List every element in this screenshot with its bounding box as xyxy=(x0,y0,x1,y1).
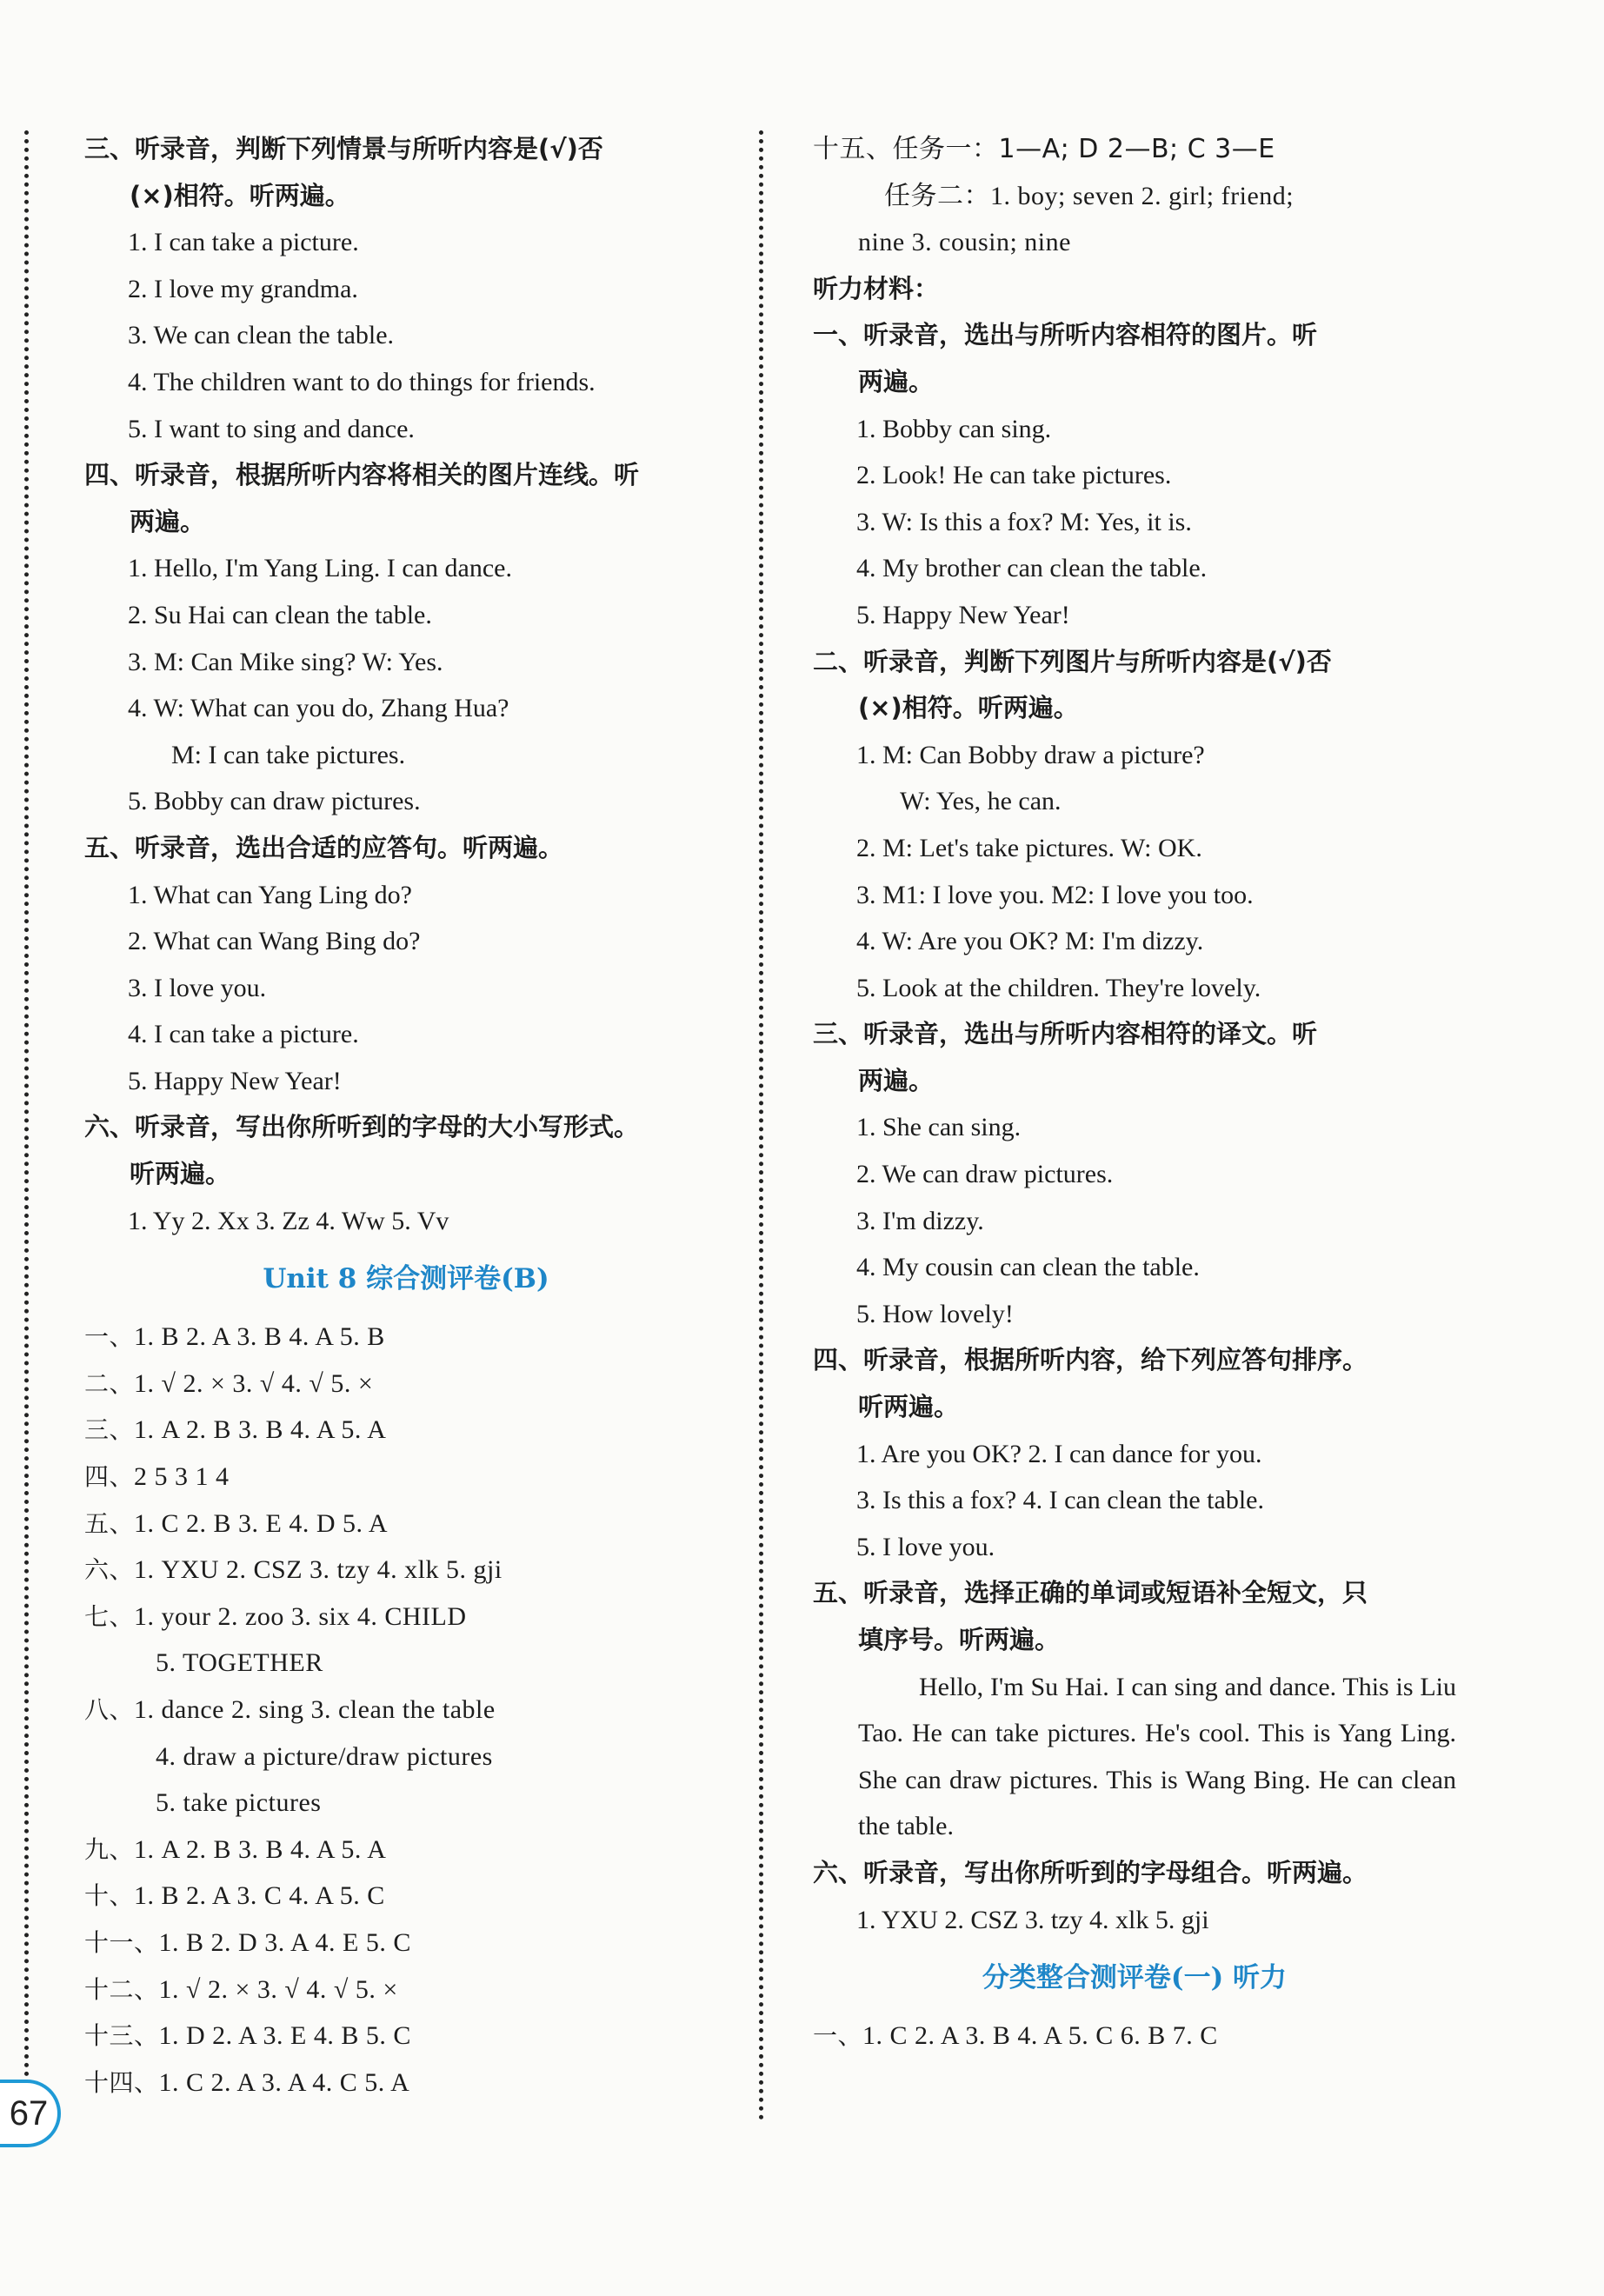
answer-lead: 一、 xyxy=(813,2021,863,2051)
answer-text: 1. A 2. B 3. B 4. A 5. A xyxy=(134,1834,387,1864)
answer-row xyxy=(84,1920,728,1967)
answer-text: 1. √ 2. × 3. √ 4. √ 5. × xyxy=(158,1974,398,2004)
q3-item-5: 5. I want to sing and dance. xyxy=(128,414,415,443)
answer-lead: 七、 xyxy=(84,1601,135,1631)
q5-item-4: 4. I can take a picture. xyxy=(128,1020,359,1049)
q5-title: 五、听录音，选出合适的应答句。听两遍。 xyxy=(84,832,564,862)
a15-text: 十五、任务一：1—A; D 2—B; C 3—E xyxy=(813,134,1275,164)
q4-title-cont: 两遍。 xyxy=(130,506,206,536)
m4-title-cont: 听两遍。 xyxy=(858,1392,960,1422)
answer-lead: 十四、 xyxy=(84,2067,159,2097)
answer-text: 5. TOGETHER xyxy=(156,1648,323,1678)
answer-row-cont xyxy=(84,1640,728,1687)
m5-title-cont: 填序号。听两遍。 xyxy=(858,1625,1061,1654)
m3-item-5: 5. How lovely! xyxy=(856,1299,1014,1328)
column-divider-dotted-line xyxy=(759,130,763,2121)
m6-items: 1. YXU 2. CSZ 3. tzy 4. xlk 5. gji xyxy=(856,1905,1209,1934)
answer-row xyxy=(84,1454,728,1501)
answer-text: 1. C 2. A 3. A 4. C 5. A xyxy=(158,2067,410,2097)
q5-item-1: 1. What can Yang Ling do? xyxy=(128,880,412,909)
q4-item-3: 3. M: Can Mike sing? W: Yes. xyxy=(128,647,443,676)
answer-lead: 十一、 xyxy=(84,1927,159,1957)
answer-row xyxy=(84,1361,728,1408)
m1-item-2: 2. Look! He can take pictures. xyxy=(856,461,1172,490)
q3-title: 三、听录音，判断下列情景与所听内容是(√)否 xyxy=(84,134,603,163)
answer-text: 1. √ 2. × 3. √ 4. √ 5. × xyxy=(134,1368,374,1398)
answer-lead: 二、 xyxy=(84,1368,135,1398)
listening-materials-label: 听力材料： xyxy=(813,273,940,303)
page-number: 67 xyxy=(9,2093,49,2133)
q4-item-2: 2. Su Hai can clean the table. xyxy=(128,600,432,629)
answer-text: 1. B 2. A 3. C 4. A 5. C xyxy=(134,1881,385,1911)
q4-item-4-reply: M: I can take pictures. xyxy=(171,740,406,769)
q3-item-2: 2. I love my grandma. xyxy=(128,274,358,303)
q3-item-3: 3. We can clean the table. xyxy=(128,321,395,350)
m3-title: 三、听录音，选出与所听内容相符的译文。听 xyxy=(813,1019,1318,1049)
m2-item-1-reply: W: Yes, he can. xyxy=(900,787,1062,816)
answer-row xyxy=(84,1594,728,1640)
answer-text: 1. YXU 2. CSZ 3. tzy 4. xlk 5. gji xyxy=(134,1555,502,1585)
answer-text: 1. C 2. A 3. B 4. A 5. C 6. B 7. C xyxy=(862,2021,1218,2051)
answer-row-cont xyxy=(84,1734,728,1780)
a15-text: nine 3. cousin; nine xyxy=(858,228,1071,257)
q6-items: 1. Yy 2. Xx 3. Zz 4. Ww 5. Vv xyxy=(128,1206,449,1235)
answer-lead: 五、 xyxy=(84,1508,135,1538)
m2-item-2: 2. M: Let's take pictures. W: OK. xyxy=(856,833,1202,862)
m4-items-row-1: 1. Are you OK? 2. I can dance for you. xyxy=(856,1439,1262,1468)
m3-title-cont: 两遍。 xyxy=(858,1065,935,1095)
answer-lead: 九、 xyxy=(84,1834,135,1864)
answer-row xyxy=(84,1873,728,1920)
answer-lead: 十、 xyxy=(84,1881,135,1911)
answer-text: 2 5 3 1 4 xyxy=(134,1462,230,1492)
answer-row xyxy=(84,2060,728,2106)
m5-title: 五、听录音，选择正确的单词或短语补全短文，只 xyxy=(813,1578,1368,1608)
answer-row xyxy=(813,2013,1456,2060)
m5-passage-text: Hello, I'm Su Hai. I can sing and dance. This is Liu Tao. He can take pictures. He's cool. This is Yang Ling. She can draw pictures. This is Wang Bing. He can clean the table. xyxy=(858,1672,1456,1841)
answer-row-cont xyxy=(84,1780,728,1827)
m2-item-1: 1. M: Can Bobby draw a picture? xyxy=(856,740,1205,769)
m2-item-4: 4. W: Are you OK? M: I'm dizzy. xyxy=(856,927,1204,956)
a15-line-2 xyxy=(813,173,1456,220)
answer-text: 1. D 2. A 3. E 4. B 5. C xyxy=(158,2021,411,2051)
answer-row xyxy=(84,1314,728,1361)
answer-row xyxy=(84,1967,728,2013)
m6-title: 六、听录音，写出你所听到的字母组合。听两遍。 xyxy=(813,1857,1368,1887)
q3-item-1: 1. I can take a picture. xyxy=(128,228,359,257)
m1-title-cont: 两遍。 xyxy=(858,366,935,396)
answer-text: 1. B 2. D 3. A 4. E 5. C xyxy=(158,1927,411,1957)
answer-lead: 十二、 xyxy=(84,1974,159,2004)
q4-item-5: 5. Bobby can draw pictures. xyxy=(128,787,421,816)
m3-item-3: 3. I'm dizzy. xyxy=(856,1206,984,1235)
answer-text: 1. your 2. zoo 3. six 4. CHILD xyxy=(134,1601,467,1631)
m2-item-3: 3. M1: I love you. M2: I love you too. xyxy=(856,880,1254,909)
m5-passage xyxy=(813,1664,1456,1850)
m2-item-5: 5. Look at the children. They're lovely. xyxy=(856,973,1261,1002)
a15-line-3 xyxy=(813,219,1456,266)
left-column xyxy=(84,126,728,2106)
q4-item-1: 1. Hello, I'm Yang Ling. I can dance. xyxy=(128,554,512,583)
m1-title: 一、听录音，选出与所听内容相符的图片。听 xyxy=(813,320,1318,350)
q5-item-2: 2. What can Wang Bing do? xyxy=(128,927,421,956)
q5-item-5: 5. Happy New Year! xyxy=(128,1066,342,1095)
m2-title: 二、听录音，判断下列图片与所听内容是(√)否 xyxy=(813,646,1332,676)
a15-text: 任务二：1. boy; seven 2. girl; friend; xyxy=(884,181,1295,210)
page-number-badge xyxy=(0,2080,61,2147)
q3-item-4: 4. The children want to do things for friends. xyxy=(128,367,596,396)
m1-item-1: 1. Bobby can sing. xyxy=(856,414,1052,443)
section-heading: 分类整合测评卷(一) 听力 xyxy=(982,1962,1288,1994)
answer-row xyxy=(84,1687,728,1734)
m3-item-4: 4. My cousin can clean the table. xyxy=(856,1253,1200,1282)
q3-title-cont: (×)相符。听两遍。 xyxy=(130,180,350,210)
answer-text: 5. take pictures xyxy=(156,1788,322,1818)
answer-lead: 八、 xyxy=(84,1695,135,1724)
q6-title-cont: 听两遍。 xyxy=(130,1159,231,1189)
answer-text: 1. B 2. A 3. B 4. A 5. B xyxy=(134,1322,385,1352)
answer-text: 1. C 2. B 3. E 4. D 5. A xyxy=(134,1508,389,1538)
answer-row xyxy=(84,2013,728,2060)
answer-row xyxy=(84,1501,728,1547)
q5-item-3: 3. I love you. xyxy=(128,973,267,1002)
answer-text: 4. draw a picture/draw pictures xyxy=(156,1741,493,1771)
answer-lead: 三、 xyxy=(84,1415,135,1445)
m3-item-2: 2. We can draw pictures. xyxy=(856,1160,1114,1189)
q4-title: 四、听录音，根据所听内容将相关的图片连线。听 xyxy=(84,460,640,490)
answer-row xyxy=(84,1827,728,1873)
unit-8-heading: Unit 8 综合测评卷(B) xyxy=(263,1263,549,1295)
answer-lead: 十三、 xyxy=(84,2021,159,2051)
answer-lead: 四、 xyxy=(84,1462,135,1492)
a15-line-1 xyxy=(813,126,1456,173)
m2-title-cont: (×)相符。听两遍。 xyxy=(858,693,1079,723)
m1-item-5: 5. Happy New Year! xyxy=(856,600,1070,629)
m4-items-row-3: 5. I love you. xyxy=(856,1532,995,1561)
answer-row xyxy=(84,1547,728,1594)
answer-row xyxy=(84,1407,728,1454)
left-margin-dotted-line xyxy=(24,130,29,2121)
q6-title: 六、听录音，写出你所听到的字母的大小写形式。 xyxy=(84,1112,640,1142)
answer-lead: 一、 xyxy=(84,1322,135,1352)
q4-item-4: 4. W: What can you do, Zhang Hua? xyxy=(128,694,509,723)
answer-text: 1. A 2. B 3. B 4. A 5. A xyxy=(134,1415,387,1445)
answer-text: 1. dance 2. sing 3. clean the table xyxy=(134,1695,496,1724)
m4-items-row-2: 3. Is this a fox? 4. I can clean the table. xyxy=(856,1486,1264,1515)
right-column xyxy=(813,126,1456,2060)
m1-item-4: 4. My brother can clean the table. xyxy=(856,554,1208,583)
m3-item-1: 1. She can sing. xyxy=(856,1113,1022,1142)
m4-title: 四、听录音，根据所听内容，给下列应答句排序。 xyxy=(813,1345,1368,1375)
answer-lead: 六、 xyxy=(84,1555,135,1585)
m1-item-3: 3. W: Is this a fox? M: Yes, it is. xyxy=(856,507,1192,536)
